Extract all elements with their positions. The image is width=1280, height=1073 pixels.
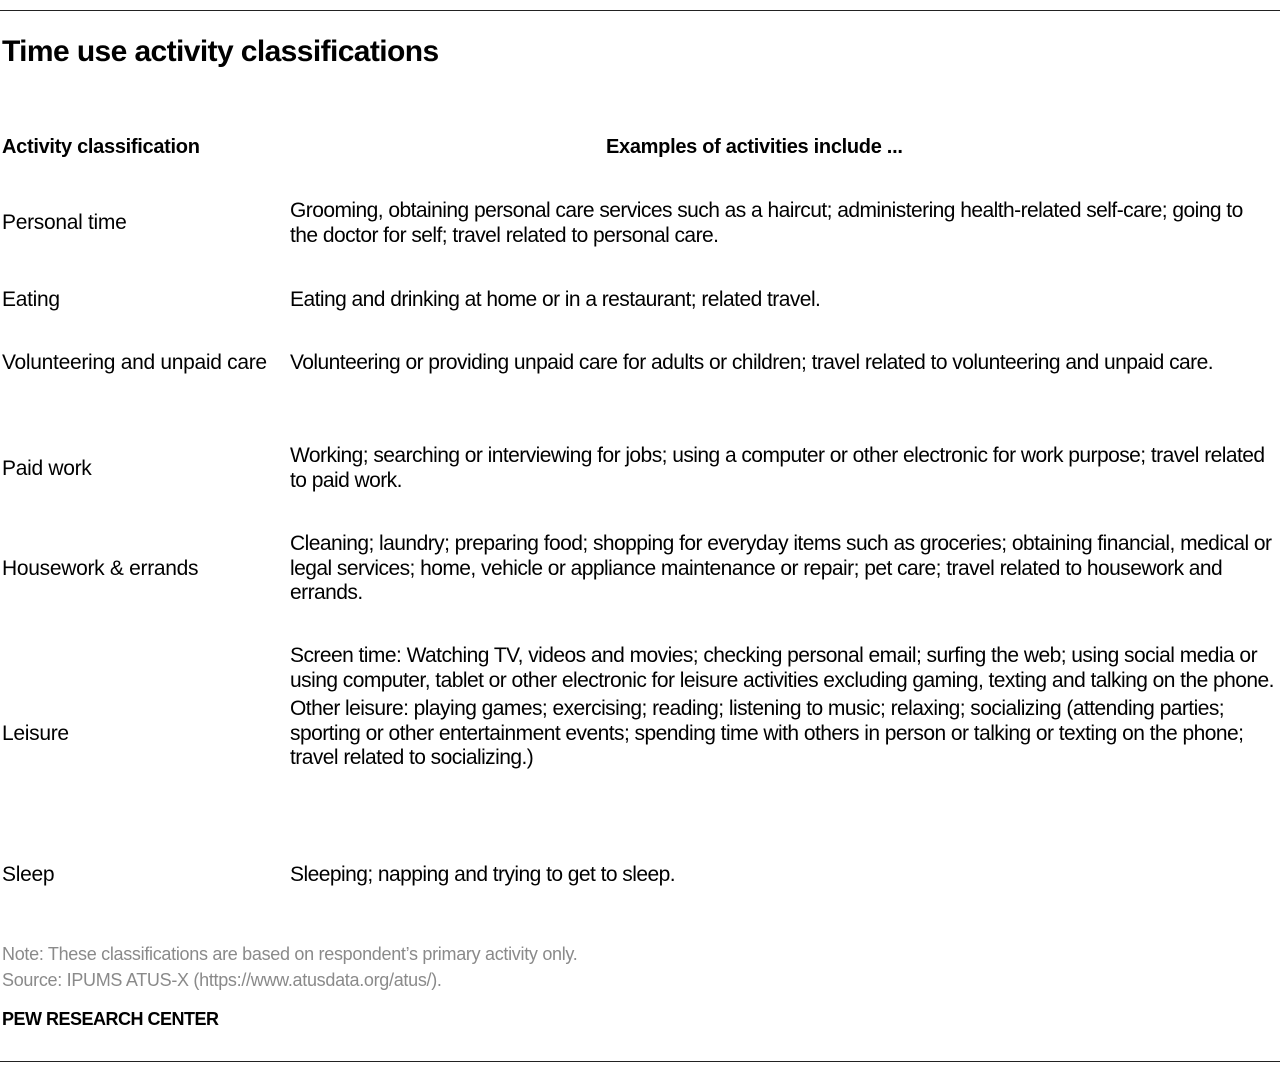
example-text: Sleeping; napping and trying to get to sleep. [290,863,676,886]
column-header-classification: Activity classification [2,136,200,158]
example-text: Eating and drinking at home or in a restaurant; related travel. [290,288,821,311]
row-label: Leisure [2,722,69,745]
row-examples [290,863,1275,888]
brand-logo-text: PEW RESEARCH CENTER [2,1009,219,1029]
page-title: Time use activity classifications [2,35,439,68]
row-label: Sleep [2,863,55,886]
row-examples [290,444,1275,493]
footnote: Note: These classifications are based on respondent’s primary activity only. [2,944,578,964]
example-text-screen-time: Screen time: Watching TV, videos and movies; checking personal email; surfing the web; using social media or using computer, tablet or other electronic for leisure activities excluding gaming, texting and talking on the phone. [290,644,1274,692]
source-note: Source: IPUMS ATUS-X (https://www.atusdata.org/atus/). [2,970,442,990]
top-rule [0,10,1280,11]
row-label: Personal time [2,211,127,234]
row-label: Housework & errands [2,557,199,580]
row-examples [290,288,1275,313]
row-label: Eating [2,288,60,311]
row-examples [290,644,1275,771]
column-header-examples: Examples of activities include ... [606,136,903,158]
row-examples [290,532,1275,606]
row-label: Volunteering and unpaid care [2,351,267,374]
bottom-rule [0,1061,1280,1062]
example-text: Grooming, obtaining personal care services such as a haircut; administering health-related self-care; going to the doctor for self; travel related to personal care. [290,199,1243,247]
example-text: Working; searching or interviewing for jobs; using a computer or other electronic for work purpose; travel related to paid work. [290,444,1265,492]
example-text: Volunteering or providing unpaid care for adults or children; travel related to volunteering and unpaid care. [290,351,1214,374]
example-text-other-leisure: Other leisure: playing games; exercising; reading; listening to music; relaxing; socializing (attending parties; sporting or other entertainment events; spending time with others in person or talking or texting on the phone; travel related to socializing.) [290,697,1244,769]
row-examples [290,199,1275,248]
row-label: Paid work [2,457,92,480]
row-examples [290,351,1275,376]
example-text: Cleaning; laundry; preparing food; shopping for everyday items such as groceries; obtaining financial, medical or legal services; home, vehicle or appliance maintenance or repair; pet care; travel related to housework and errands. [290,532,1272,604]
